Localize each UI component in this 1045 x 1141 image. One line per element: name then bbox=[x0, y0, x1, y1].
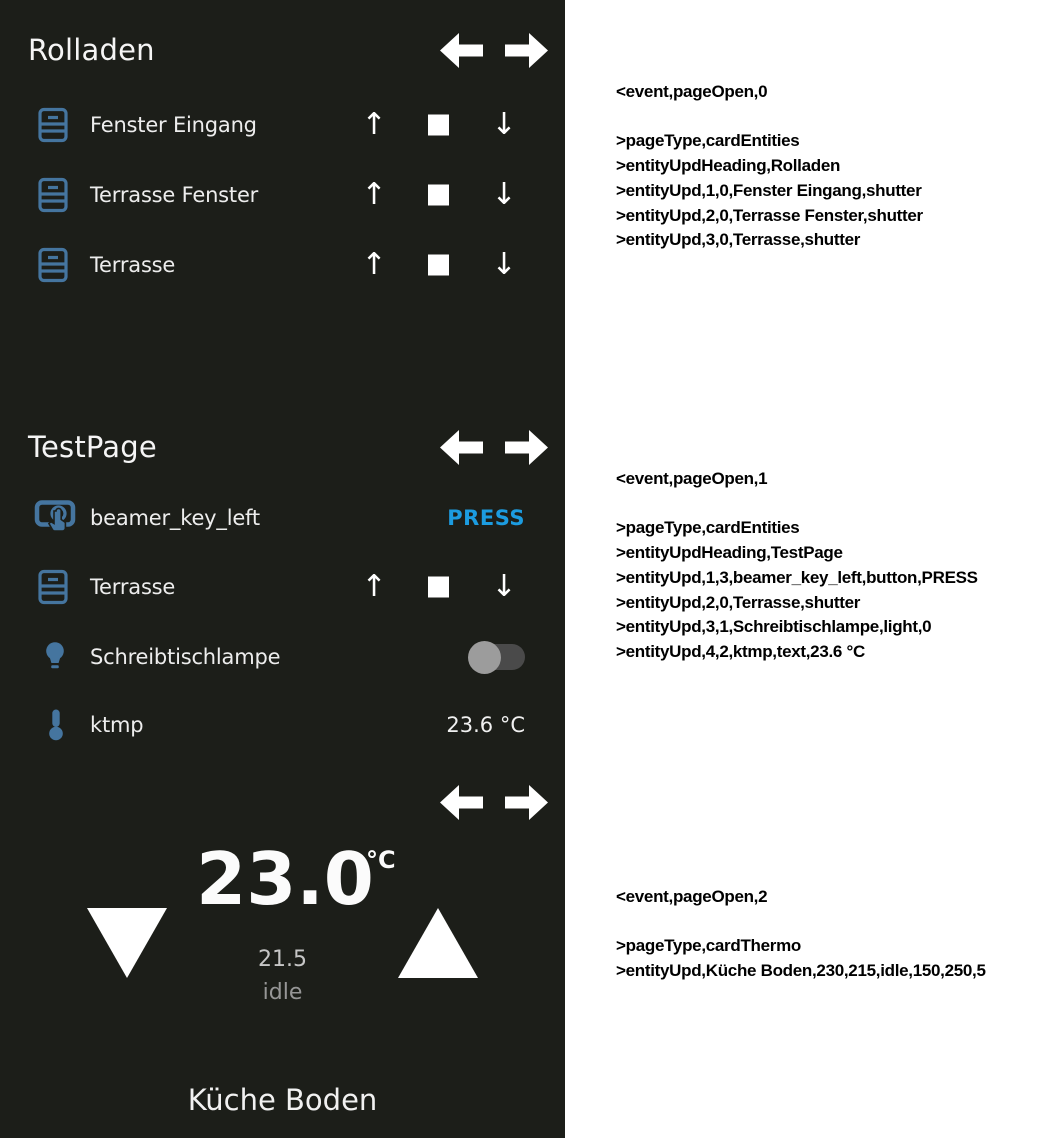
arrow-right-icon bbox=[505, 430, 548, 465]
entity-label: beamer_key_left bbox=[90, 506, 260, 530]
shutter-stop-button[interactable] bbox=[428, 115, 449, 136]
shutter-down-button[interactable]: ↓ bbox=[491, 569, 517, 604]
entity-row bbox=[0, 496, 565, 540]
protocol-block-page0 bbox=[616, 80, 1041, 253]
press-button[interactable]: PRESS bbox=[447, 506, 525, 530]
shutter-down-button[interactable]: ↓ bbox=[491, 177, 517, 212]
protocol-line: >entityUpd,2,0,Terrasse,shutter bbox=[616, 592, 861, 612]
entity-row bbox=[0, 243, 565, 287]
protocol-block-page2 bbox=[616, 885, 1041, 984]
protocol-line: >pageType,cardEntities bbox=[616, 131, 800, 151]
protocol-line bbox=[616, 492, 1041, 517]
arrow-left-icon bbox=[440, 33, 483, 68]
protocol-line: >entityUpd,3,1,Schreibtischlampe,light,0 bbox=[616, 617, 932, 637]
protocol-line: >entityUpd,1,0,Fenster Eingang,shutter bbox=[616, 180, 922, 200]
light-toggle-switch[interactable] bbox=[472, 644, 525, 670]
protocol-line: >entityUpd,3,0,Terrasse,shutter bbox=[616, 230, 861, 250]
temperature-value: 23.6 °C bbox=[446, 713, 525, 737]
entity-label: ktmp bbox=[90, 713, 144, 737]
entity-label: Terrasse Fenster bbox=[90, 183, 259, 207]
protocol-line bbox=[616, 105, 1041, 130]
entity-row bbox=[0, 103, 565, 147]
setpoint-temperature: 21.5 bbox=[258, 947, 307, 972]
shutter-up-button[interactable]: ↑ bbox=[361, 569, 387, 604]
page-next-button[interactable] bbox=[505, 785, 548, 820]
page-prev-button[interactable] bbox=[440, 430, 483, 465]
shutter-up-button[interactable]: ↑ bbox=[361, 247, 387, 282]
protocol-line bbox=[616, 910, 1041, 935]
page-title: Rolladen bbox=[28, 33, 155, 67]
shutter-up-button[interactable]: ↑ bbox=[361, 107, 387, 142]
protocol-line: >entityUpd,2,0,Terrasse Fenster,shutter bbox=[616, 205, 923, 225]
window-shutter-icon bbox=[38, 108, 68, 143]
protocol-line: >entityUpd,1,3,beamer_key_left,button,PRESS bbox=[616, 567, 978, 587]
window-shutter-icon bbox=[38, 178, 68, 213]
window-shutter-icon bbox=[38, 248, 68, 283]
entity-row bbox=[0, 565, 565, 609]
entity-label: Schreibtischlampe bbox=[90, 645, 281, 669]
entity-label: Terrasse bbox=[90, 575, 176, 599]
page-next-button[interactable] bbox=[505, 430, 548, 465]
arrow-left-icon bbox=[440, 785, 483, 820]
entity-label: Fenster Eingang bbox=[90, 113, 257, 137]
entity-label: Terrasse bbox=[90, 253, 176, 277]
protocol-line: <event,pageOpen,2 bbox=[616, 887, 768, 906]
temperature-unit: °C bbox=[366, 846, 396, 874]
protocol-line: <event,pageOpen,1 bbox=[616, 469, 768, 488]
gesture-tap-button-icon bbox=[34, 498, 76, 538]
thermostat-title: Küche Boden bbox=[187, 1083, 378, 1117]
lightbulb-icon bbox=[42, 641, 68, 674]
current-temperature: 23.0 bbox=[196, 837, 374, 921]
arrow-right-icon bbox=[505, 785, 548, 820]
shutter-up-button[interactable]: ↑ bbox=[361, 177, 387, 212]
entity-row bbox=[0, 173, 565, 217]
arrow-left-icon bbox=[440, 430, 483, 465]
page-prev-button[interactable] bbox=[440, 785, 483, 820]
protocol-line: >entityUpd,Küche Boden,230,215,idle,150,250,5 bbox=[616, 961, 986, 981]
page-title: TestPage bbox=[28, 430, 157, 464]
entity-row bbox=[0, 703, 565, 747]
protocol-line: >pageType,cardEntities bbox=[616, 518, 800, 538]
window-shutter-icon bbox=[38, 570, 68, 605]
shutter-stop-button[interactable] bbox=[428, 577, 449, 598]
shutter-stop-button[interactable] bbox=[428, 255, 449, 276]
toggle-knob bbox=[468, 641, 501, 674]
page-next-button[interactable] bbox=[505, 33, 548, 68]
thermometer-icon bbox=[45, 708, 67, 743]
protocol-line: >entityUpdHeading,TestPage bbox=[616, 543, 843, 563]
shutter-down-button[interactable]: ↓ bbox=[491, 107, 517, 142]
protocol-line: >entityUpd,4,2,ktmp,text,23.6 °C bbox=[616, 641, 865, 661]
protocol-block-page1 bbox=[616, 467, 1041, 665]
shutter-stop-button[interactable] bbox=[428, 185, 449, 206]
shutter-down-button[interactable]: ↓ bbox=[491, 247, 517, 282]
hvac-state: idle bbox=[262, 980, 303, 1005]
page-prev-button[interactable] bbox=[440, 33, 483, 68]
arrow-right-icon bbox=[505, 33, 548, 68]
protocol-line: >entityUpdHeading,Rolladen bbox=[616, 156, 841, 176]
entity-row bbox=[0, 635, 565, 679]
protocol-line: <event,pageOpen,0 bbox=[616, 82, 768, 101]
protocol-line: >pageType,cardThermo bbox=[616, 936, 801, 956]
